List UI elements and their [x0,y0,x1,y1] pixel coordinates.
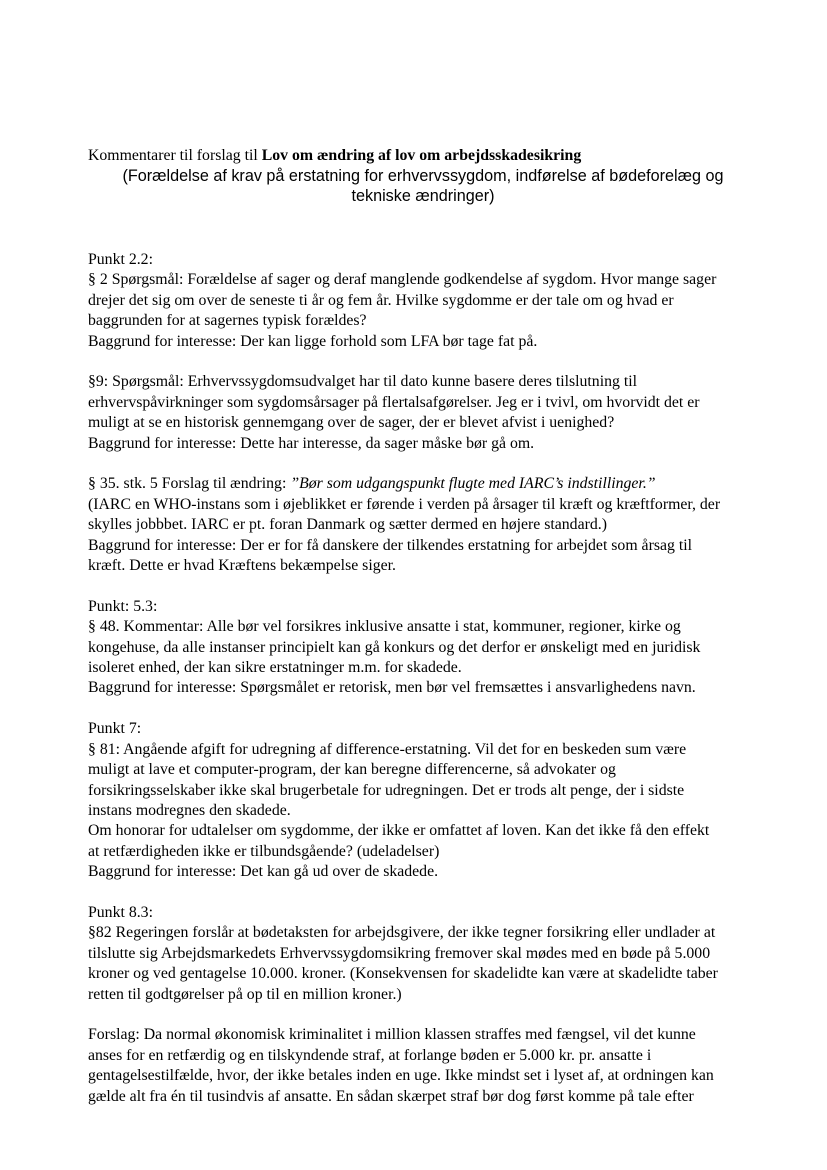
section-paragraph-35: § 35. stk. 5 Forslag til ændring: ”Bør som udgangspunkt flugte med IARC’s indstillinger.” (IARC en WHO-instans som i øjeblikket er førende i verden på årsager til kræft og kræftformer, der skylles jobbbet. IARC er pt. foran Danmark og sætter dermed en højere standard.) Baggrund for interesse: Der er for få danskere der tilkendes erstatning for arbejdet som årsag til kræft. Dette er hvad Kræftens bekæmpelse siger. [88,475,721,575]
document-body [88,250,793,1127]
law-title: Lov om ændring af lov om arbejdsskadesikring [261,147,582,164]
section-paragraph-9: §9: Spørgsmål: Erhvervssygdomsudvalget har til dato kunne basere deres tilslutning til erhvervspåvirkninger som sygdomsårsager på flertalsafgørelser. Jeg er i tvivl, om hvorvidt det er muligt at se en historisk gennemgang over de sager, der er blevet afvist i uenighed? Baggrund for interesse: Dette har interesse, da sager måske bør gå om. [88,373,700,452]
header-subtitle: (Forældelse af krav på erstatning for erhvervssygdom, indførelse af bødeforelæg og tekniske ændringer) [122,167,724,205]
header-title: Kommentarer til forslag til Lov om ændring af lov om arbejdsskadesikring [88,147,582,164]
section-punkt-5-3: Punkt: 5.3: § 48. Kommentar: Alle bør vel forsikres inklusive ansatte i stat, kommuner, regioner, kirke og kongehuse, da alle instanser principielt kan gå konkurs og det derfor er ønskeligt med en juridisk isoleret enhed, der kan sikre erstatninger m.m. for skadede. Baggrund for interesse: Spørgsmålet er retorisk, men bør vel fremsættes i ansvarlighedens navn. [88,597,793,699]
section-heading: Punkt 7: [88,720,142,738]
section-heading: Punkt 8.3: [88,903,153,921]
section-punkt-8-3: Punkt 8.3: §82 Regeringen forslår at bødetaksten for arbejdsgivere, der ikke tegner forsikring eller undlader at tilslutte sig Arbejdsmarkedets Erhvervssygdomsikring fremover skal mødes med en bøde på 5.000 kroner og ved gentagelse 10.000. kroner. (Konsekvensen for skadelidte kan være at skadelidte taber retten til godtgørelser på op til en million kroner.) [88,903,793,1005]
section-heading: Punkt: 5.3: [88,597,158,615]
proposal-quote: ”Bør som udgangspunkt flugte med IARC’s indstillinger.” [290,475,656,493]
section-forslag: Forslag: Da normal økonomisk kriminalitet i million klassen straffes med fængsel, vil det kunne anses for en retfærdig og en tilskyndende straf, at forlange bøden er 5.000 kr. pr. ansatte i gentagelsestilfælde, hvor, der ikke betales inden en uge. Ikke mindst set i lyset af, at ordningen kan gælde alt fra én til tusindvis af ansatte. En sådan skærpet straf bør dog først komme på tale efter [88,1026,714,1105]
document-header [88,146,788,206]
section-heading: Punkt 2.2: [88,251,153,268]
section-punkt-2-2: Punkt 2.2: § 2 Spørgsmål: Forældelse af sager og deraf manglende godkendelse af sygdom. Hvor mange sager drejer det sig om over de seneste ti år og fem år. Hvilke sygdomme er der tale om og hvad er baggrunden for at sagernes typisk forældes? Baggrund for interesse: Der kan ligge forhold som LFA bør tage fat på. [88,250,793,352]
section-punkt-7: Punkt 7: § 81: Angående afgift for udregning af difference-erstatning. Vil det for en beskeden sum være muligt at lave et computer-program, der kan beregne differencerne, så advokater og forsikringsselskaber ikke skal brugerbetale for udregningen. Det er trods alt penge, der i sidste instans modregnes den skadede. Om honorar for udtalelser om sygdomme, der ikke er omfattet af loven. Kan det ikke få den effekt at retfærdigheden ikke er tilbundsgående? (udeladelser) Baggrund for interesse: Det kan gå ud over de skadede. [88,719,793,882]
